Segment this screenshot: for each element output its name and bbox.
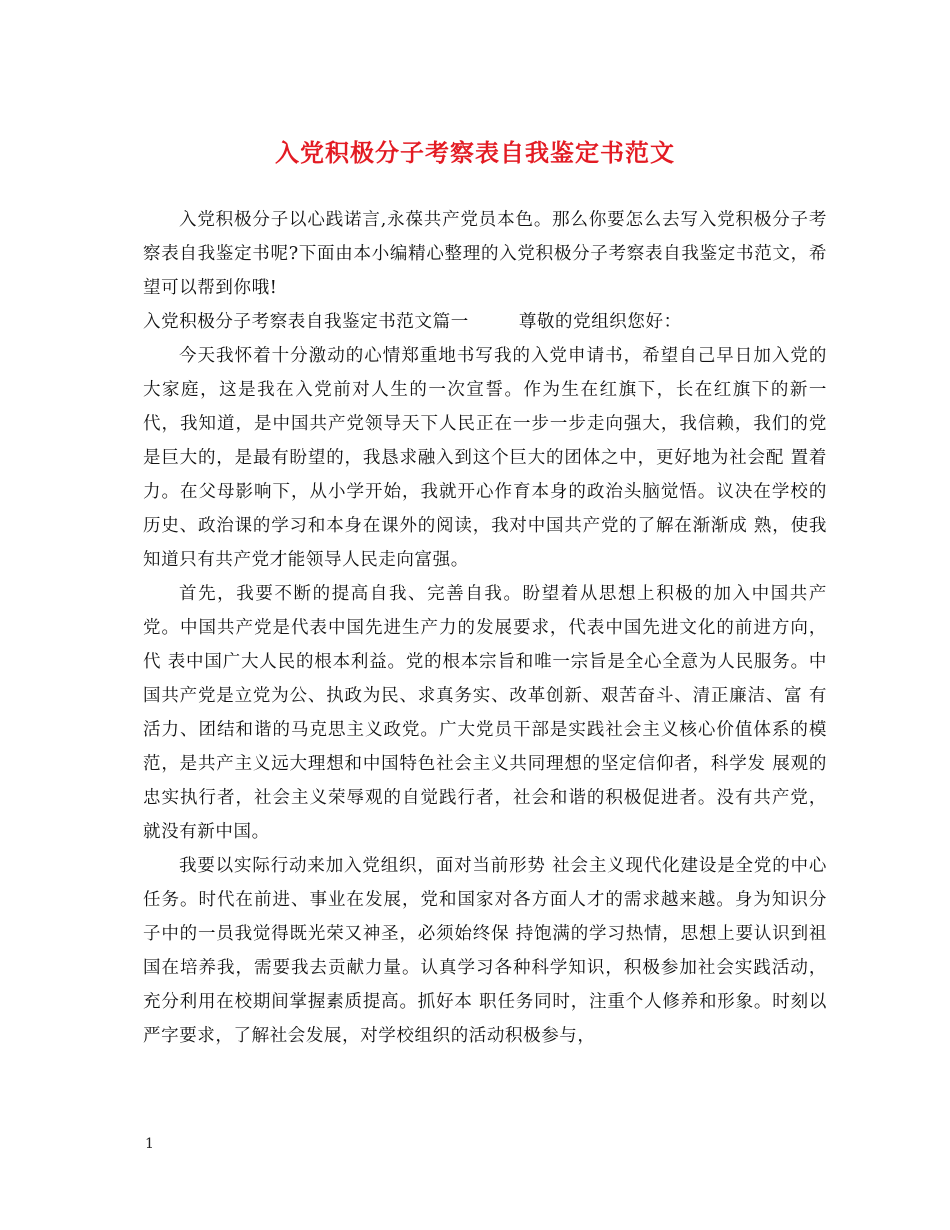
salutation: 尊敬的党组织您好： xyxy=(518,312,682,332)
document-title: 入党积极分子考察表自我鉴定书范文 xyxy=(275,138,675,167)
document-body xyxy=(143,203,827,1053)
body-paragraph-3: 我要以实际行动来加入党组织，面对当前形势 社会主义现代化建设是全党的中心任务。时代在前进、事业在发展，党和国家对各方面人才的需求越来越。身为知识分子中的一员我觉得既光荣又神圣，必须始终保 持饱满的学习热情，思想上要认识到祖国在培养我，需要我去贡献力量。认真学习各种科学知识，积极参加社会实践活动，充分利用在校期间掌握素质提高。抓好本 职任务同时，注重个人修养和形象。时刻以严字要求，了解社会发展，对学校组织的活动积极参与， xyxy=(143,856,827,1046)
intro-paragraph: 入党积极分子以心践诺言,永葆共产党员本色。那么你要怎么去写入党积极分子考察表自我鉴定书呢?下面由本小编精心整理的入党积极分子考察表自我鉴定书范文，希望可以帮到你哦! xyxy=(143,210,827,298)
section-heading: 入党积极分子考察表自我鉴定书范文篇一 xyxy=(143,312,469,332)
body-paragraph-2: 首先，我要不断的提高自我、完善自我。盼望着从思想上积极的加入中国共产党。中国共产党是代表中国先进生产力的发展要求，代表中国先进文化的前进方向，代 表中国广大人民的根本利益。党的根本宗旨和唯一宗旨是全心全意为人民服务。中国共产党是立党为公、执政为民、求真务实、改革创新、艰苦奋斗、清正廉洁、富 有活力、团结和谐的马克思主义政党。广大党员干部是实践社会主义核心价值体系的模范，是共产主义远大理想和中国特色社会主义共同理想的坚定信仰者，科学发 展观的忠实执行者，社会主义荣辱观的自觉践行者，社会和谐的积极促进者。没有共产党，就没有新中国。 xyxy=(143,584,827,842)
section-heading-line xyxy=(143,305,827,339)
page-number: 1 xyxy=(145,1136,154,1152)
body-paragraph-1: 今天我怀着十分激动的心情郑重地书写我的入党申请书，希望自己早日加入党的大家庭，这是我在入党前对人生的一次宣誓。作为生在红旗下，长在红旗下的新一 代，我知道，是中国共产党领导天下人民正在一步一步走向强大，我信赖，我们的党是巨大的，是最有盼望的，我恳求融入到这个巨大的团体之中，更好地为社会配 置着力。在父母影响下，从小学开始，我就开心作育本身的政治头脑觉悟。议决在学校的历史、政治课的学习和本身在课外的阅读，我对中国共产党的了解在渐渐成 熟，使我知道只有共产党才能领导人民走向富强。 xyxy=(143,346,827,570)
